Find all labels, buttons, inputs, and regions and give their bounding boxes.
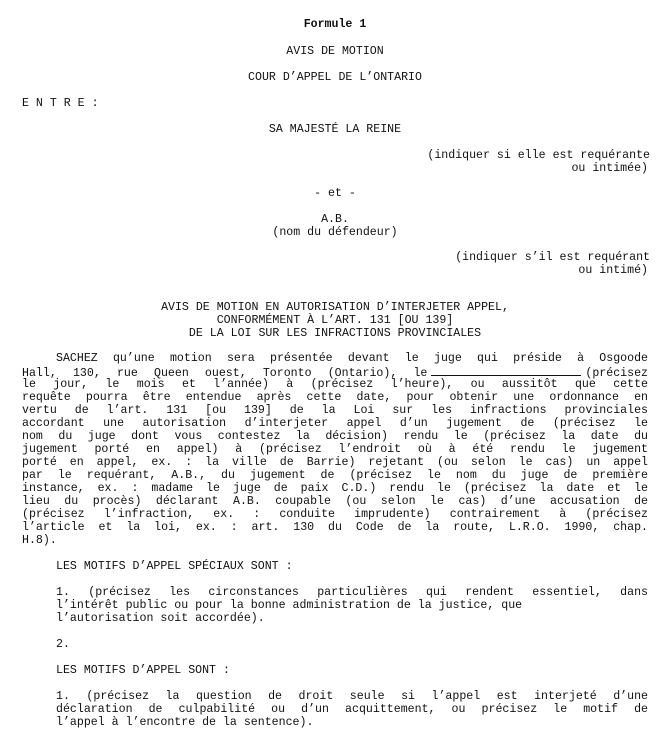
ground-1-line3: l’appel à l’encontre de la sentence). <box>56 716 314 729</box>
body-line-11: instance, ex. : madame le juge de paix C.D.) rendu le (précisez la date et le <box>22 482 648 495</box>
special-grounds-heading: LES MOTIFS D’APPEL SPÉCIAUX SONT : <box>56 560 293 573</box>
body-line-12: lieu du procès) déclarant A.B. coupable (ou selon le cas) d’une accusation de <box>22 495 648 508</box>
date-blank-field <box>431 365 581 376</box>
party2-name: A.B. <box>321 213 349 226</box>
body-line-1: SACHEZ qu’une motion sera présentée devant le juge qui préside à Osgoode <box>56 352 648 365</box>
body-line-9: porté en appel, ex. : la ville de Barrie) rejetant (ou selon le cas) un appel <box>22 456 648 469</box>
party2-subtitle: (nom du défendeur) <box>272 226 398 239</box>
notice-title: AVIS DE MOTION <box>286 45 384 58</box>
form-title: Formule 1 <box>303 18 367 31</box>
party2-note-line1: (indiquer s’il est requérant <box>455 251 650 264</box>
body-line-15: H.8). <box>22 534 57 547</box>
party1-note-line2: ou intimée) <box>571 162 648 175</box>
party1-note-line1: (indiquer si elle est requérante <box>427 149 650 162</box>
body-line-6: accordant une autorisation d’interjeter appel d’un jugement de (précisez le <box>22 417 648 430</box>
body-line-2-end: (précisez <box>585 367 648 380</box>
motion-heading-line3: DE LA LOI SUR LES INFRACTIONS PROVINCIALES <box>188 327 482 340</box>
body-line-10: par le requérant, A.B., du jugement de (précisez le nom du juge de première <box>22 469 648 482</box>
special-ground-1-line2: l’intérêt public ou pour la bonne administration de la justice, que <box>56 599 523 612</box>
body-line-4: requête pourra être entendue après cette date, pour obtenir une ordonnance en <box>22 391 648 404</box>
party2-note-line2: ou intimé) <box>578 264 648 277</box>
special-ground-2: 2. <box>56 638 70 651</box>
body-line-7: nom du juge dont vous contestez la décision) rendu le (précisez la date du <box>22 430 648 443</box>
body-line-8: jugement porté en appel) à (précisez l’endroit où à été rendu le jugement <box>22 443 648 456</box>
body-line-3: le jour, le mois et l’année) à (précisez l’heure), ou aussitôt que cette <box>22 378 648 391</box>
motion-heading-line1: AVIS DE MOTION EN AUTORISATION D’INTERJETER APPEL, <box>161 301 509 314</box>
party1-name: SA MAJESTÉ LA REINE <box>268 123 402 136</box>
ground-1-line1: 1. (précisez la question de droit seule si l’appel est interjeté d’une <box>56 690 648 703</box>
body-line-14: l’article et la loi, ex. : art. 130 du Code de la route, L.R.O. 1990, chap. <box>22 521 648 534</box>
body-line-2-text: Hall, 130, rue Queen ouest, Toronto (Ontario), le <box>22 367 428 380</box>
and-separator: - et - <box>314 187 356 200</box>
motion-heading-line2: CONFORMÉMENT À L’ART. 131 [OU 139] <box>216 314 454 327</box>
grounds-heading: LES MOTIFS D’APPEL SONT : <box>56 664 230 677</box>
body-line-5: vertu de l’art. 131 [ou 139] de la Loi sur les infractions provinciales <box>22 404 648 417</box>
ground-1-line2: déclaration de culpabilité ou d’un acquittement, ou précisez le motif de <box>56 703 648 716</box>
body-line-13: (précisez l’infraction, ex. : conduite imprudente) contrairement à (précisez <box>22 508 648 521</box>
court-name: COUR D’APPEL DE L’ONTARIO <box>248 71 422 84</box>
special-ground-1-line3: l’autorisation soit accordée). <box>56 612 265 625</box>
special-ground-1-line1: 1. (précisez les circonstances particulières qui rendent essentiel, dans <box>56 586 648 599</box>
between-label: E N T R E : <box>22 97 99 110</box>
